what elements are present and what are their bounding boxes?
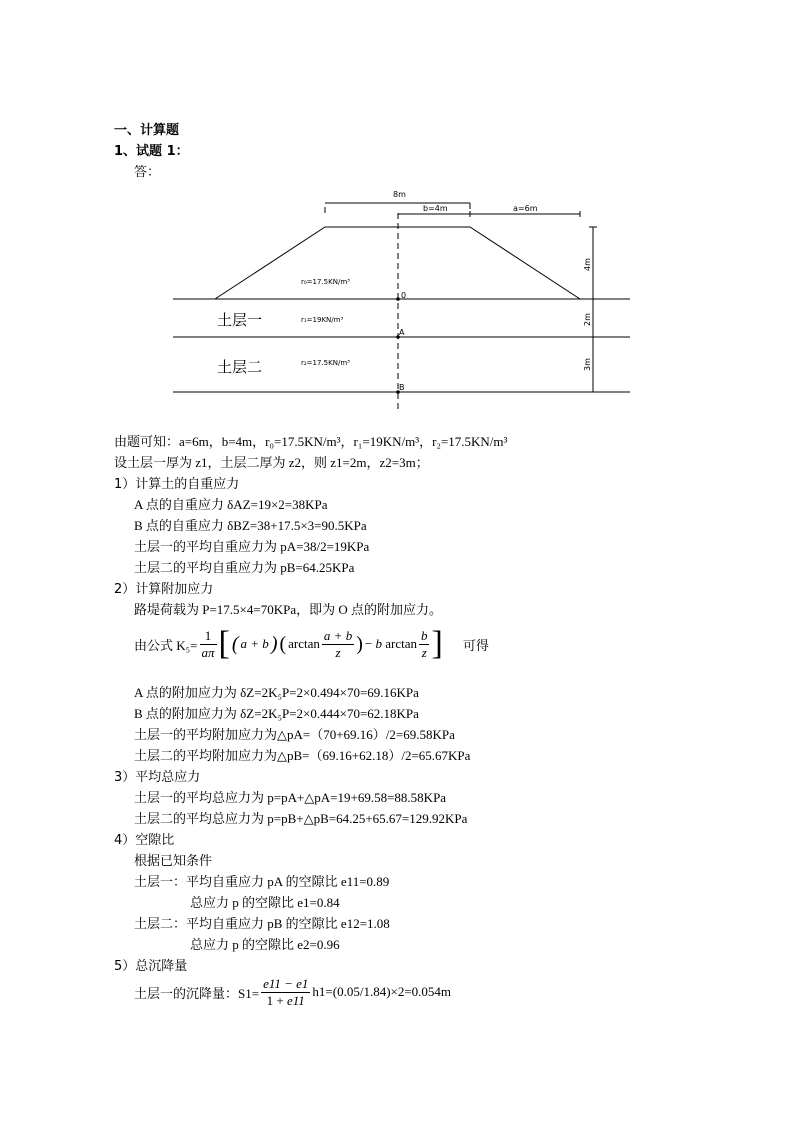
step5-title: 5）总沉降量 xyxy=(114,959,188,974)
settlement-fraction: $\frac{e11 - e1}{1 + e11}$ xyxy=(263,975,309,1008)
point-o-label: 0 xyxy=(401,291,407,300)
step1-c: 土层一的平均自重应力为 pA=38/2=19KPa xyxy=(134,539,370,554)
step4-d: 土层二：平均自重应力 pB 的空隙比 e12=1.08 xyxy=(134,916,390,931)
layer2-label: 土层二 xyxy=(217,358,263,376)
gamma0-label: r₀=17.5KN/m³ xyxy=(301,278,350,286)
layer-thickness-line: 设土层一厚为 z1，土层二厚为 z2，则 z1=2m，z2=3m； xyxy=(114,455,429,470)
question-title: 1、试题 1： xyxy=(114,144,189,159)
formula-prefix: 由公式 K₅= xyxy=(134,637,198,653)
point-o-marker xyxy=(396,297,400,301)
section-heading: 一、计算题 xyxy=(114,123,180,138)
s5-prefix: 土层一的沉降量：S1= xyxy=(134,985,260,1001)
step2-a: 路堤荷载为 P=17.5×4=70KPa，即为 O 点的附加应力。 xyxy=(134,602,443,617)
step4-title: 4）空隙比 xyxy=(114,833,175,848)
dim-a-label: a=6m xyxy=(513,204,538,213)
step1-d: 土层二的平均自重应力为 pB=64.25KPa xyxy=(134,560,355,575)
gamma1-label: r₁=19KN/m³ xyxy=(301,316,344,324)
formula-fraction: $\frac{1}{a\pi}$ xyxy=(201,627,215,660)
step2-e: 土层二的平均附加应力为△pB=（69.16+62.18）/2=65.67KPa xyxy=(134,748,471,763)
gamma2-label: r₂=17.5KN/m³ xyxy=(301,359,350,367)
step1-b: B 点的自重应力 δBZ=38+17.5×3=90.5KPa xyxy=(134,518,367,533)
dim-2m-label: 2m xyxy=(583,313,592,326)
step2-c: B 点的附加应力为 δZ=2K₅P=2×0.444×70=62.18KPa xyxy=(134,706,419,721)
dim-b-label: b=4m xyxy=(423,204,448,213)
step1-title: 1）计算土的自重应力 xyxy=(114,477,240,492)
bracket-open: [ xyxy=(218,625,230,662)
step4-a: 根据已知条件 xyxy=(134,853,213,868)
step2-d: 土层一的平均附加应力为△pA=（70+69.16）/2=69.58KPa xyxy=(134,727,455,742)
step2-b: A 点的附加应力为 δZ=2K₅P=2×0.494×70=69.16KPa xyxy=(134,685,419,700)
formula-suffix: 可得 xyxy=(462,637,489,653)
step3-a: 土层一的平均总应力为 p=pA+△pA=19+69.58=88.58KPa xyxy=(134,790,447,805)
point-a-label: A xyxy=(399,328,405,337)
step2-title: 2）计算附加应力 xyxy=(114,582,214,597)
step3-b: 土层二的平均总应力为 p=pB+△pB=64.25+65.67=129.92KPa xyxy=(134,811,468,826)
answer-label: 答： xyxy=(134,165,161,180)
dim-8m-label: 8m xyxy=(393,190,406,199)
k5-formula: 由公式 K₅= $\frac{1}{a\pi}$ [ ( a + b ) ( arctan $\frac{a + b}{z}$ ) − b arctan $\frac{b}{z}$ ] 可得 xyxy=(134,625,489,662)
given-line: 由题可知：a=6m，b=4m，r₀=17.5KN/m³，r₁=19KN/m³，r₂=17.5KN/m³ xyxy=(114,434,508,449)
step4-b: 土层一：平均自重应力 pA 的空隙比 e11=0.89 xyxy=(134,874,390,889)
point-b-label: B xyxy=(399,383,405,392)
dim-3m-label: 3m xyxy=(583,358,592,371)
step1-a: A 点的自重应力 δAZ=19×2=38KPa xyxy=(134,497,328,512)
step4-c: 总应力 p 的空隙比 e1=0.84 xyxy=(190,895,340,910)
bracket-close: ] xyxy=(431,625,443,662)
layer1-label: 土层一 xyxy=(217,311,263,329)
dim-4m-label: 4m xyxy=(583,258,592,271)
s5-suffix: h1=(0.05/1.84)×2=0.054m xyxy=(312,984,452,999)
step3-title: 3）平均总应力 xyxy=(114,770,201,785)
settlement-formula xyxy=(134,970,451,1014)
embankment-diagram xyxy=(165,185,640,415)
step4-e: 总应力 p 的空隙比 e2=0.96 xyxy=(190,937,340,952)
